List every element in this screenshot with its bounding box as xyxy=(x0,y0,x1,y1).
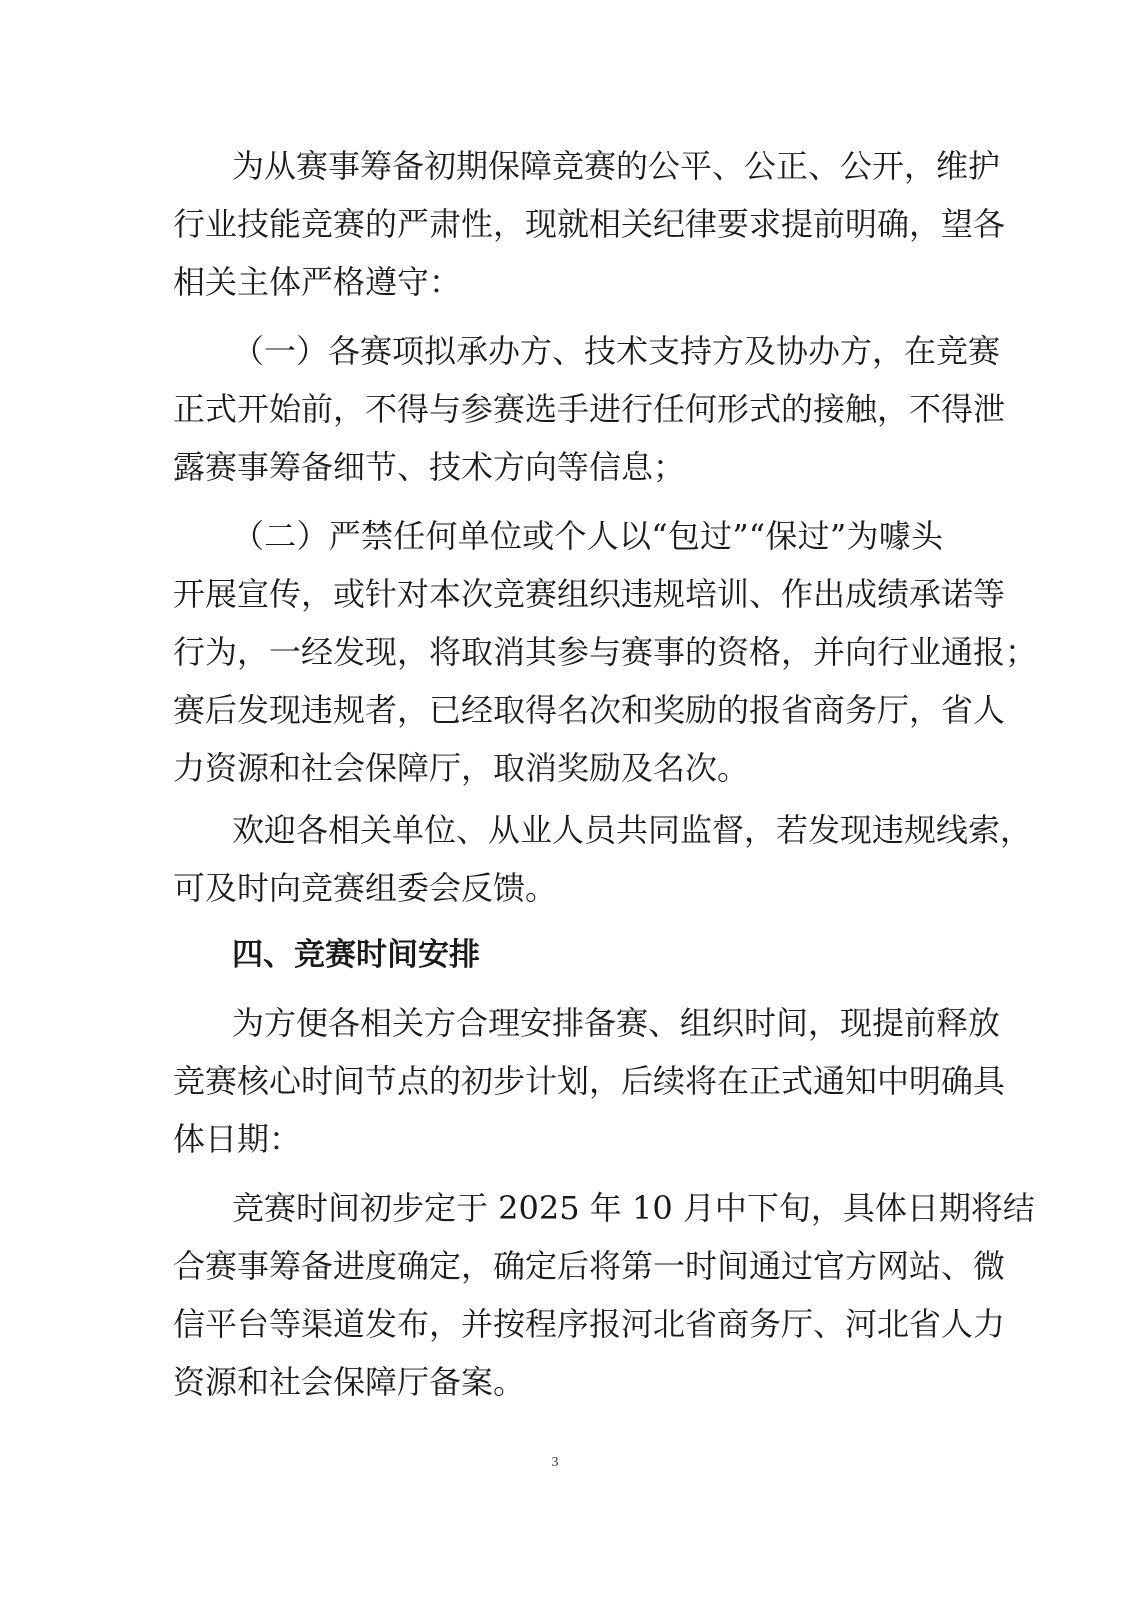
section-heading: 四、竞赛时间安排 xyxy=(232,937,480,973)
paragraph-line: 行业技能竞赛的严肃性，现就相关纪律要求提前明确，望各 xyxy=(173,205,1006,243)
paragraph-line: 赛后发现违规者，已经取得名次和奖励的报省商务厅，省人 xyxy=(173,691,1006,729)
paragraph-line: 力资源和社会保障厅，取消奖励及名次。 xyxy=(173,749,750,787)
paragraph-line: 体日期： xyxy=(173,1120,302,1158)
paragraph-line: （一）各赛项拟承办方、技术支持方及协办方，在竞赛 xyxy=(232,332,1001,370)
paragraph-line: （二）严禁任何单位或个人以“包过”“保过”为噱头 xyxy=(232,517,943,555)
paragraph-line: 为方便各相关方合理安排备赛、组织时间，现提前释放 xyxy=(232,1004,1001,1042)
paragraph-line: 合赛事筹备进度确定，确定后将第一时间通过官方网站、微 xyxy=(173,1247,1006,1285)
paragraph-line: 开展宣传，或针对本次竞赛组织违规培训、作出成绩承诺等 xyxy=(173,575,1006,613)
paragraph-line: 竞赛核心时间节点的初步计划，后续将在正式通知中明确具 xyxy=(173,1062,1006,1100)
paragraph-line: 信平台等渠道发布，并按程序报河北省商务厅、河北省人力 xyxy=(173,1305,1006,1343)
paragraph-line: 为从赛事筹备初期保障竞赛的公平、公正、公开，维护 xyxy=(232,147,1001,185)
paragraph-line: 露赛事筹备细节、技术方向等信息； xyxy=(173,448,686,486)
paragraph-line: 行为，一经发现，将取消其参与赛事的资格，并向行业通报； xyxy=(173,633,1038,671)
paragraph-line: 正式开始前，不得与参赛选手进行任何形式的接触，不得泄 xyxy=(173,390,1006,428)
paragraph-line: 竞赛时间初步定于 2025 年 10 月中下旬，具体日期将结 xyxy=(232,1189,1035,1227)
paragraph-line: 可及时向竞赛组委会反馈。 xyxy=(173,869,558,907)
paragraph-line: 资源和社会保障厅备案。 xyxy=(173,1363,526,1401)
paragraph-line: 欢迎各相关单位、从业人员共同监督，若发现违规线索， xyxy=(232,811,1033,849)
paragraph-line: 相关主体严格遵守： xyxy=(173,263,462,301)
page-number: 3 xyxy=(551,1455,559,1470)
